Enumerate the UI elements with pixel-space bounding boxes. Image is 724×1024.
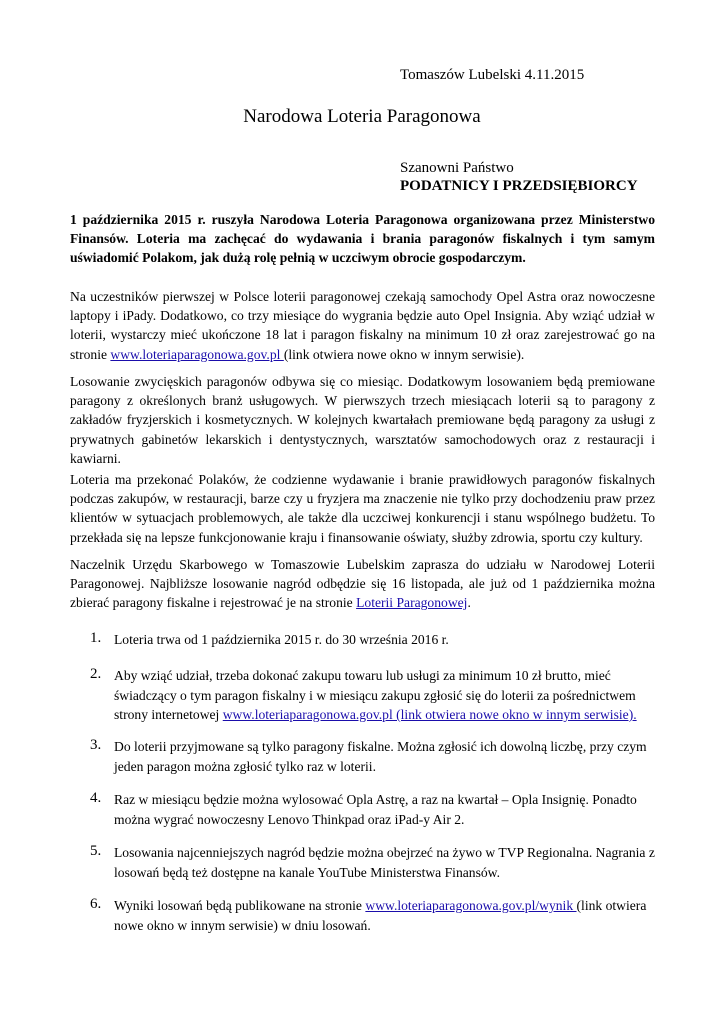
- list-item-content: [114, 896, 655, 935]
- list-item-text: Raz w miesiącu będzie można wylosować Opla Astrę, a raz na kwartał – Opla Insignię. Ponadto można wygrać nowoczesny Lenovo Thinkpad oraz iPad-y Air 2.: [114, 792, 637, 827]
- list-item-number: 5.: [90, 843, 102, 859]
- list-item-number: 3.: [90, 737, 102, 753]
- list-item-text: Aby wziąć udział, trzeba dokonać zakupu towaru lub usługi za minimum 10 zł brutto, mieć świadczący o tym paragon fiskalny i w miesiącu zakupu zgłosić się do loterii za pośrednictwem strony internetowej: [114, 668, 636, 722]
- salutation-greeting: Szanowni Państwo: [400, 160, 514, 176]
- paragraph-purpose: Loteria ma przekonać Polaków, że codzienne wydawanie i branie prawidłowych paragonów fiskalnych podczas zakupów, w restauracji, barze czy u fryzjera ma znaczenie nie tylko przy dochodzeniu praw przez klientów w sytuacjach problemowych, ale także dla uczciwej konkurencji i stanu wspólnego budżetu. To przekłada się na lepsze funkcjonowanie kraju i finansowanie oświaty, służby zdrowia, sportu czy kultury.: [70, 472, 655, 545]
- paragraph-invitation-after: .: [467, 595, 471, 611]
- list-item-content: [114, 666, 655, 725]
- document-title: Narodowa Loteria Paragonowa: [243, 106, 481, 127]
- list-item-number: 6.: [90, 896, 102, 912]
- list-item-text: Losowania najcenniejszych nagród będzie można obejrzeć na żywo w TVP Regionalna. Nagrania z losowań będą też dostępne na kanale YouTube Ministerstwa Finansów.: [114, 845, 655, 880]
- list-item-number: 2.: [90, 666, 102, 682]
- intro-paragraph: 1 października 2015 r. ruszyła Narodowa Loteria Paragonowa organizowana przez Ministerstwo Finansów. Loteria ma zachęcać do wydawania i brania paragonów fiskalnych i tym samym uświadomić Polakom, jak dużą rolę pełnią w uczciwym obrocie gospodarczym.: [70, 212, 655, 266]
- list-item-after: (link otwiera nowe okno w innym serwisie) w dniu losowań.: [114, 898, 647, 933]
- list-item-text: Wyniki losowań będą publikowane na stronie: [114, 898, 366, 913]
- salutation: [400, 159, 638, 195]
- salutation-addressees: PODATNICY I PRZEDSIĘBIORCY: [400, 178, 638, 194]
- loteria-website-link[interactable]: www.loteriaparagonowa.gov.pl: [110, 346, 284, 362]
- paragraph-prizes: [70, 287, 655, 364]
- paragraph-draws: Losowanie zwycięskich paragonów odbywa się co miesiąc. Dodatkowym losowaniem będą premiowane paragony z określonych branż usługowych. W pierwszych trzech miesiącach loterii są to paragony z zakładów fryzjerskich i kosmetycznych. W kolejnych kwartałach premiowane będą paragony za usługi z prywatnych gabinetów lekarskich i dentystycznych, warsztatów samochodowych oraz z restauracji i kawiarni.: [70, 374, 655, 466]
- loteria-website-link[interactable]: www.loteriaparagonowa.gov.pl (link otwiera nowe okno w innym serwisie).: [222, 707, 637, 722]
- list-item-number: 4.: [90, 790, 102, 806]
- place-date: Tomaszów Lubelski 4.11.2015: [400, 67, 585, 83]
- paragraph-invitation: [70, 555, 655, 613]
- paragraph-invitation-text: Naczelnik Urzędu Skarbowego w Tomaszowie Lubelskim zaprasza do udziału w Narodowej Loterii Paragonowej. Najbliższe losowanie nagród odbędzie się 16 listopada, ale już od 1 października można zbierać paragony fiskalne i rejestrować je na stronie: [70, 557, 655, 611]
- paragraph-prizes-text: Na uczestników pierwszej w Polsce loterii paragonowej czekają samochody Opel Astra oraz nowoczesne laptopy i iPady. Dodatkowo, co trzy miesiące do wygrania będzie auto Opel Insignia. Aby wziąć udział w loterii, wystarczy mieć ukończone 18 lat i paragon fiskalny na minimum 10 zł oraz zarejestrować go na stronie: [70, 289, 655, 362]
- loterii-paragonowej-link[interactable]: Loterii Paragonowej: [356, 595, 468, 611]
- list-item-text: Loteria trwa od 1 października 2015 r. do 30 września 2016 r.: [114, 632, 449, 647]
- wyniki-link[interactable]: www.loteriaparagonowa.gov.pl/wynik: [365, 898, 577, 913]
- paragraph-prizes-after: (link otwiera nowe okno w innym serwisie).: [283, 346, 525, 362]
- list-item-text: Do loterii przyjmowane są tylko paragony fiskalne. Można zgłosić ich dowolną liczbę, przy czym jeden paragon można zgłosić tylko raz w loterii.: [114, 739, 647, 774]
- list-item-number: 1.: [90, 630, 102, 646]
